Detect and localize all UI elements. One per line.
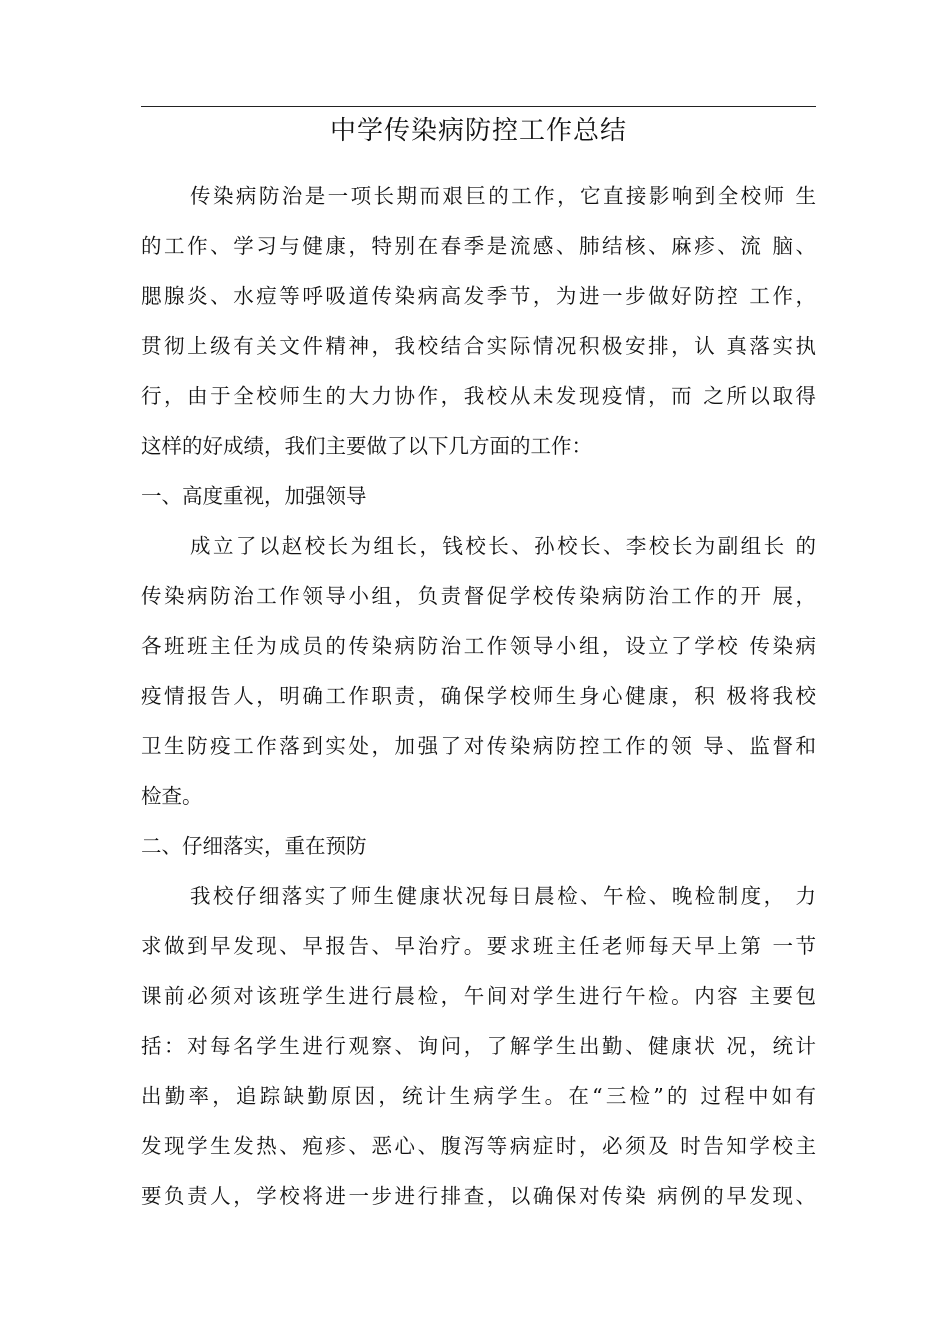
text-line: 各班班主任为成员的传染病防治工作领导小组，设立了学校 传染病 [141, 634, 816, 658]
text-line: 求做到早发现、早报告、早治疗。要求班主任老师每天早上第 一节 [141, 934, 816, 958]
document-page [141, 106, 816, 1221]
text-line: 行，由于全校师生的大力协作，我校从未发现疫情，而 之所以取得 [141, 384, 816, 408]
text-line: 成立了以赵校长为组长，钱校长、孙校长、李校长为副组长 的 [190, 534, 816, 558]
text-line: 要负责人，学校将进一步进行排查，以确保对传染 病例的早发现、 [141, 1184, 816, 1208]
text-line: 传染病防治是一项长期而艰巨的工作，它直接影响到全校师 生 [190, 184, 816, 208]
text-line: 的工作、学习与健康，特别在春季是流感、肺结核、麻疹、流 脑、 [141, 234, 816, 258]
text-line: 这样的好成绩，我们主要做了以下几方面的工作： [141, 434, 592, 458]
text-line: 检查。 [141, 784, 203, 808]
text-line: 二、仔细落实，重在预防 [141, 834, 367, 858]
text-line: 腮腺炎、水痘等呼吸道传染病高发季节，为进一步做好防控 工作， [141, 284, 816, 308]
document-body [141, 171, 816, 1221]
text-line: 贯彻上级有关文件精神，我校结合实际情况积极安排，认 真落实执 [141, 334, 816, 358]
text-line: 括：对每名学生进行观察、询问，了解学生出勤、健康状 况，统计 [141, 1034, 816, 1058]
document-title: 中学传染病防控工作总结 [329, 116, 627, 146]
text-line: 传染病防治工作领导小组，负责督促学校传染病防治工作的开 展， [141, 584, 816, 608]
text-line: 一、高度重视，加强领导 [141, 484, 367, 508]
text-line: 疫情报告人，明确工作职责，确保学校师生身心健康，积 极将我校 [141, 684, 816, 708]
text-line: 课前必须对该班学生进行晨检，午间对学生进行午检。内容 主要包 [141, 984, 816, 1008]
text-line: 卫生防疫工作落到实处，加强了对传染病防控工作的领 导、监督和 [141, 734, 816, 758]
text-line: 出勤率，追踪缺勤原因，统计生病学生。在“三检”的 过程中如有 [141, 1084, 816, 1108]
text-line: 我校仔细落实了师生健康状况每日晨检、午检、晚检制度， 力 [190, 884, 816, 908]
header-rule [141, 106, 816, 107]
text-line: 发现学生发热、疱疹、恶心、腹泻等病症时，必须及 时告知学校主 [141, 1134, 816, 1158]
